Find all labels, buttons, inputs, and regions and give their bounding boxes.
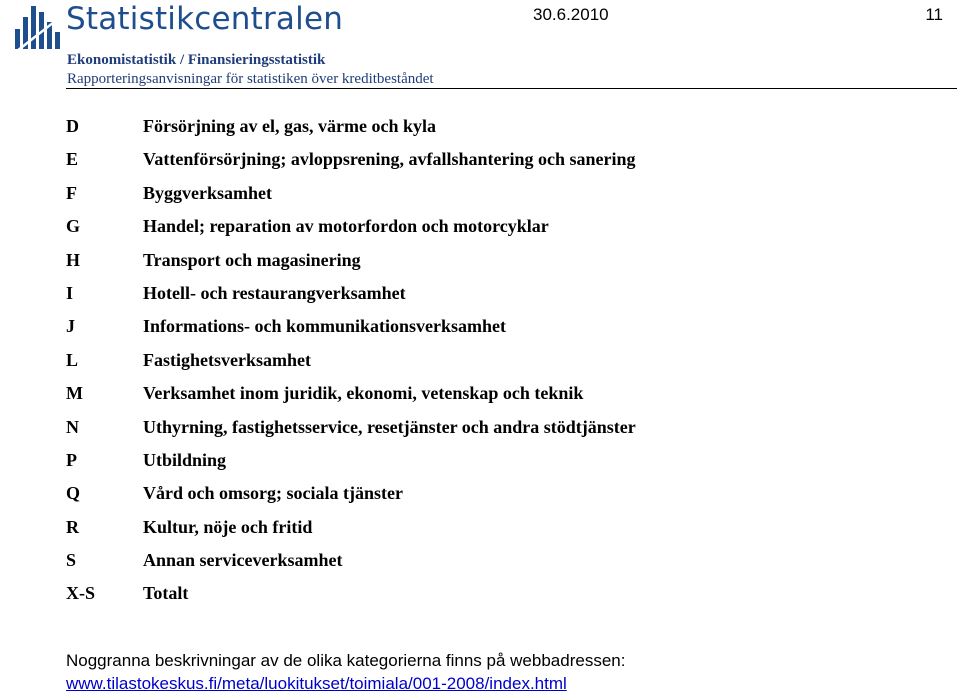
category-row: [0, 248, 959, 281]
brand-name: Statistikcentralen: [66, 1, 344, 37]
category-row: [0, 481, 959, 514]
category-name: Uthyrning, fastighetsservice, resetjänster och andra stödtjänster: [143, 416, 636, 437]
category-row: [0, 314, 959, 347]
report-title: Rapporteringsanvisningar för statistiken över kreditbeståndet: [67, 71, 434, 87]
category-row: [0, 214, 959, 247]
category-code: Q: [66, 483, 81, 504]
category-name: Vård och omsorg; sociala tjänster: [143, 483, 403, 504]
category-code: S: [66, 550, 77, 571]
page-number: 11: [925, 5, 943, 24]
category-name: Försörjning av el, gas, värme och kyla: [143, 116, 436, 136]
category-code: I: [66, 282, 74, 303]
category-name: Vattenförsörjning; avloppsrening, avfallshantering och sanering: [143, 149, 636, 170]
category-code: J: [66, 316, 75, 337]
industry-category-list: [0, 114, 959, 615]
category-name: Hotell- och restaurangverksamhet: [143, 282, 406, 303]
category-row: [0, 147, 959, 180]
category-name: Transport och magasinering: [143, 249, 361, 270]
category-row: [0, 114, 959, 147]
category-row: [0, 281, 959, 314]
header-divider: [66, 88, 957, 89]
category-row: [0, 581, 959, 614]
category-code: G: [66, 216, 81, 237]
category-code: X-S: [66, 583, 96, 604]
category-name: Handel; reparation av motorfordon och motorcyklar: [143, 216, 549, 237]
category-code: L: [66, 349, 79, 370]
category-code: H: [66, 249, 81, 270]
footer-note: Noggranna beskrivningar av de olika kategorierna finns på webbadressen:: [66, 651, 626, 670]
category-name: Verksamhet inom juridik, ekonomi, vetenskap och teknik: [143, 383, 584, 404]
document-subtitle: Ekonomistatistik / Finansieringsstatistik: [67, 52, 326, 68]
category-code: M: [66, 383, 83, 404]
category-row: [0, 548, 959, 581]
category-name: Utbildning: [143, 449, 227, 470]
category-code: N: [66, 416, 79, 437]
category-name: Fastighetsverksamhet: [143, 349, 311, 370]
category-name: Totalt: [143, 583, 189, 604]
category-name: Annan serviceverksamhet: [143, 550, 343, 571]
category-name: Kultur, nöje och fritid: [143, 516, 313, 537]
category-code: P: [66, 449, 77, 470]
category-name: Informations- och kommunikationsverksamhet: [143, 316, 507, 337]
category-code: R: [66, 516, 79, 537]
category-name: Byggverksamhet: [143, 182, 272, 203]
document-date: 30.6.2010: [533, 5, 609, 24]
category-code: F: [66, 182, 77, 203]
category-row: [0, 515, 959, 548]
category-row: [0, 348, 959, 381]
category-row: [0, 181, 959, 214]
category-code: D: [66, 116, 79, 136]
category-row: [0, 381, 959, 414]
category-row: [0, 448, 959, 481]
category-code: E: [66, 149, 79, 170]
statistikcentralen-logo-icon: [12, 2, 62, 52]
classification-link[interactable]: www.tilastokeskus.fi/meta/luokitukset/toimiala/001-2008/index.html: [66, 674, 567, 693]
category-row: [0, 415, 959, 448]
